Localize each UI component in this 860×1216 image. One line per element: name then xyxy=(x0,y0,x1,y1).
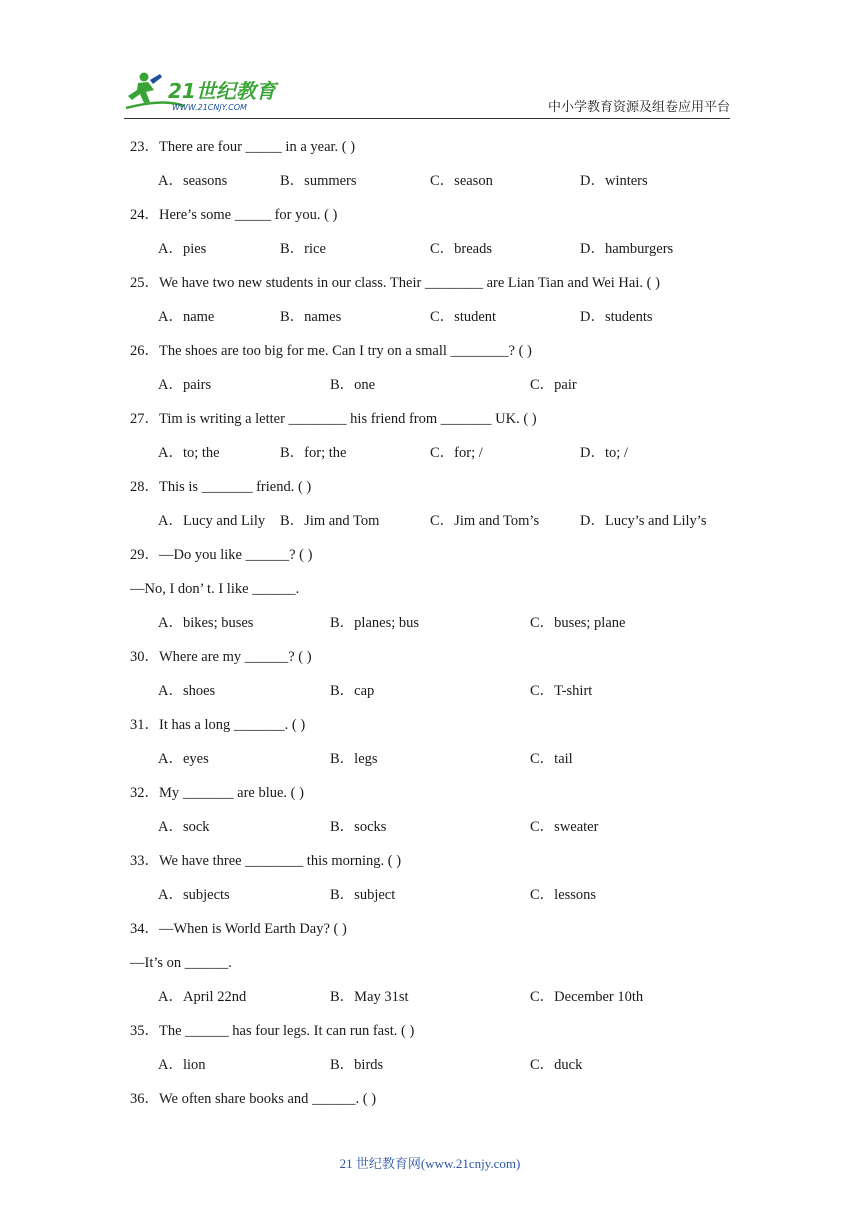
options-row xyxy=(130,442,740,476)
question-answer-line: —It’s on ______. xyxy=(130,955,232,971)
question-stem: 23．There are four _____ in a year. ( ) xyxy=(130,139,356,155)
options-row xyxy=(130,510,740,544)
option-a: A．seasons xyxy=(158,173,228,189)
question-stem: 31．It has a long _______. ( ) xyxy=(130,717,306,733)
option-a: A．Lucy and Lily xyxy=(158,513,266,529)
question-stem: 36．We often share books and ______. ( ) xyxy=(130,1091,377,1107)
option-b: B．birds xyxy=(330,1057,384,1073)
option-c: C．season xyxy=(430,173,493,189)
option-a: A．eyes xyxy=(158,751,209,767)
option-b: B．one xyxy=(330,377,376,393)
question-stem: 28．This is _______ friend. ( ) xyxy=(130,479,312,495)
option-a: A．April 22nd xyxy=(158,989,247,1005)
option-b: B．May 31st xyxy=(330,989,409,1005)
option-a: A．shoes xyxy=(158,683,216,699)
option-c: C．T-shirt xyxy=(530,683,593,699)
page-footer: 21 世纪教育网(www.21cnjy.com) xyxy=(339,1156,521,1171)
question-stem: 27．Tim is writing a letter ________ his friend from _______ UK. ( ) xyxy=(130,411,537,427)
header-platform-text: 中小学教育资源及组卷应用平台 xyxy=(547,100,730,115)
option-c: C．pair xyxy=(530,377,577,393)
option-b: B．names xyxy=(280,309,342,325)
option-b: B．planes; bus xyxy=(330,615,420,631)
question-stem: 26．The shoes are too big for me. Can I try on a small ________? ( ) xyxy=(130,343,532,359)
option-b: B．Jim and Tom xyxy=(280,513,380,529)
option-a: A．pairs xyxy=(158,377,212,393)
options-row xyxy=(130,238,740,272)
option-d: D．to; / xyxy=(580,445,628,461)
option-b: B．socks xyxy=(330,819,387,835)
option-c: C．tail xyxy=(530,751,573,767)
option-c: C．Jim and Tom’s xyxy=(430,513,540,529)
option-a: A．name xyxy=(158,309,215,325)
question-stem: 34．—When is World Earth Day? ( ) xyxy=(130,921,347,937)
21cnjy-logo xyxy=(124,70,290,114)
option-c: C．for; / xyxy=(430,445,483,461)
question-stem: 35．The ______ has four legs. It can run fast. ( ) xyxy=(130,1023,415,1039)
options-row xyxy=(130,170,740,204)
option-a: A．subjects xyxy=(158,887,230,903)
logo-url: WWW.21CNJY.COM xyxy=(172,103,247,112)
option-b: B．summers xyxy=(280,173,357,189)
options-row xyxy=(130,748,740,782)
question-answer-line: —No, I don’ t. I like ______. xyxy=(130,581,300,597)
option-c: C．December 10th xyxy=(530,989,644,1005)
option-b: B．cap xyxy=(330,683,375,699)
option-b: B．legs xyxy=(330,751,378,767)
question-list xyxy=(130,136,740,1122)
option-c: C．duck xyxy=(530,1057,583,1073)
option-a: A．bikes; buses xyxy=(158,615,254,631)
option-d: D．hamburgers xyxy=(580,241,674,257)
page-header xyxy=(0,0,860,120)
options-row xyxy=(130,816,740,850)
option-a: A．to; the xyxy=(158,445,220,461)
option-d: D．Lucy’s and Lily’s xyxy=(580,513,707,529)
header-divider xyxy=(124,118,730,119)
question-stem: 24．Here’s some _____ for you. ( ) xyxy=(130,207,338,223)
option-c: C．lessons xyxy=(530,887,597,903)
question-stem: 32．My _______ are blue. ( ) xyxy=(130,785,304,801)
options-row xyxy=(130,306,740,340)
option-c: C．breads xyxy=(430,241,493,257)
option-a: A．pies xyxy=(158,241,207,257)
option-d: D．students xyxy=(580,309,653,325)
option-c: C．sweater xyxy=(530,819,599,835)
options-row xyxy=(130,1054,740,1088)
options-row xyxy=(130,680,740,714)
logo-text: 21世纪教育 xyxy=(168,79,276,103)
option-c: C．buses; plane xyxy=(530,615,626,631)
question-stem: 30．Where are my ______? ( ) xyxy=(130,649,312,665)
option-a: A．lion xyxy=(158,1057,206,1073)
options-row xyxy=(130,986,740,1020)
question-stem: 25．We have two new students in our class. Their ________ are Lian Tian and Wei Hai. ( ) xyxy=(130,275,660,291)
option-d: D．winters xyxy=(580,173,648,189)
option-a: A．sock xyxy=(158,819,210,835)
question-stem: 33．We have three ________ this morning. ( ) xyxy=(130,853,402,869)
option-b: B．subject xyxy=(330,887,396,903)
options-row xyxy=(130,374,740,408)
option-b: B．for; the xyxy=(280,445,347,461)
option-b: B．rice xyxy=(280,241,326,257)
options-row xyxy=(130,884,740,918)
option-c: C．student xyxy=(430,309,497,325)
question-stem: 29．—Do you like ______? ( ) xyxy=(130,547,313,563)
options-row xyxy=(130,612,740,646)
